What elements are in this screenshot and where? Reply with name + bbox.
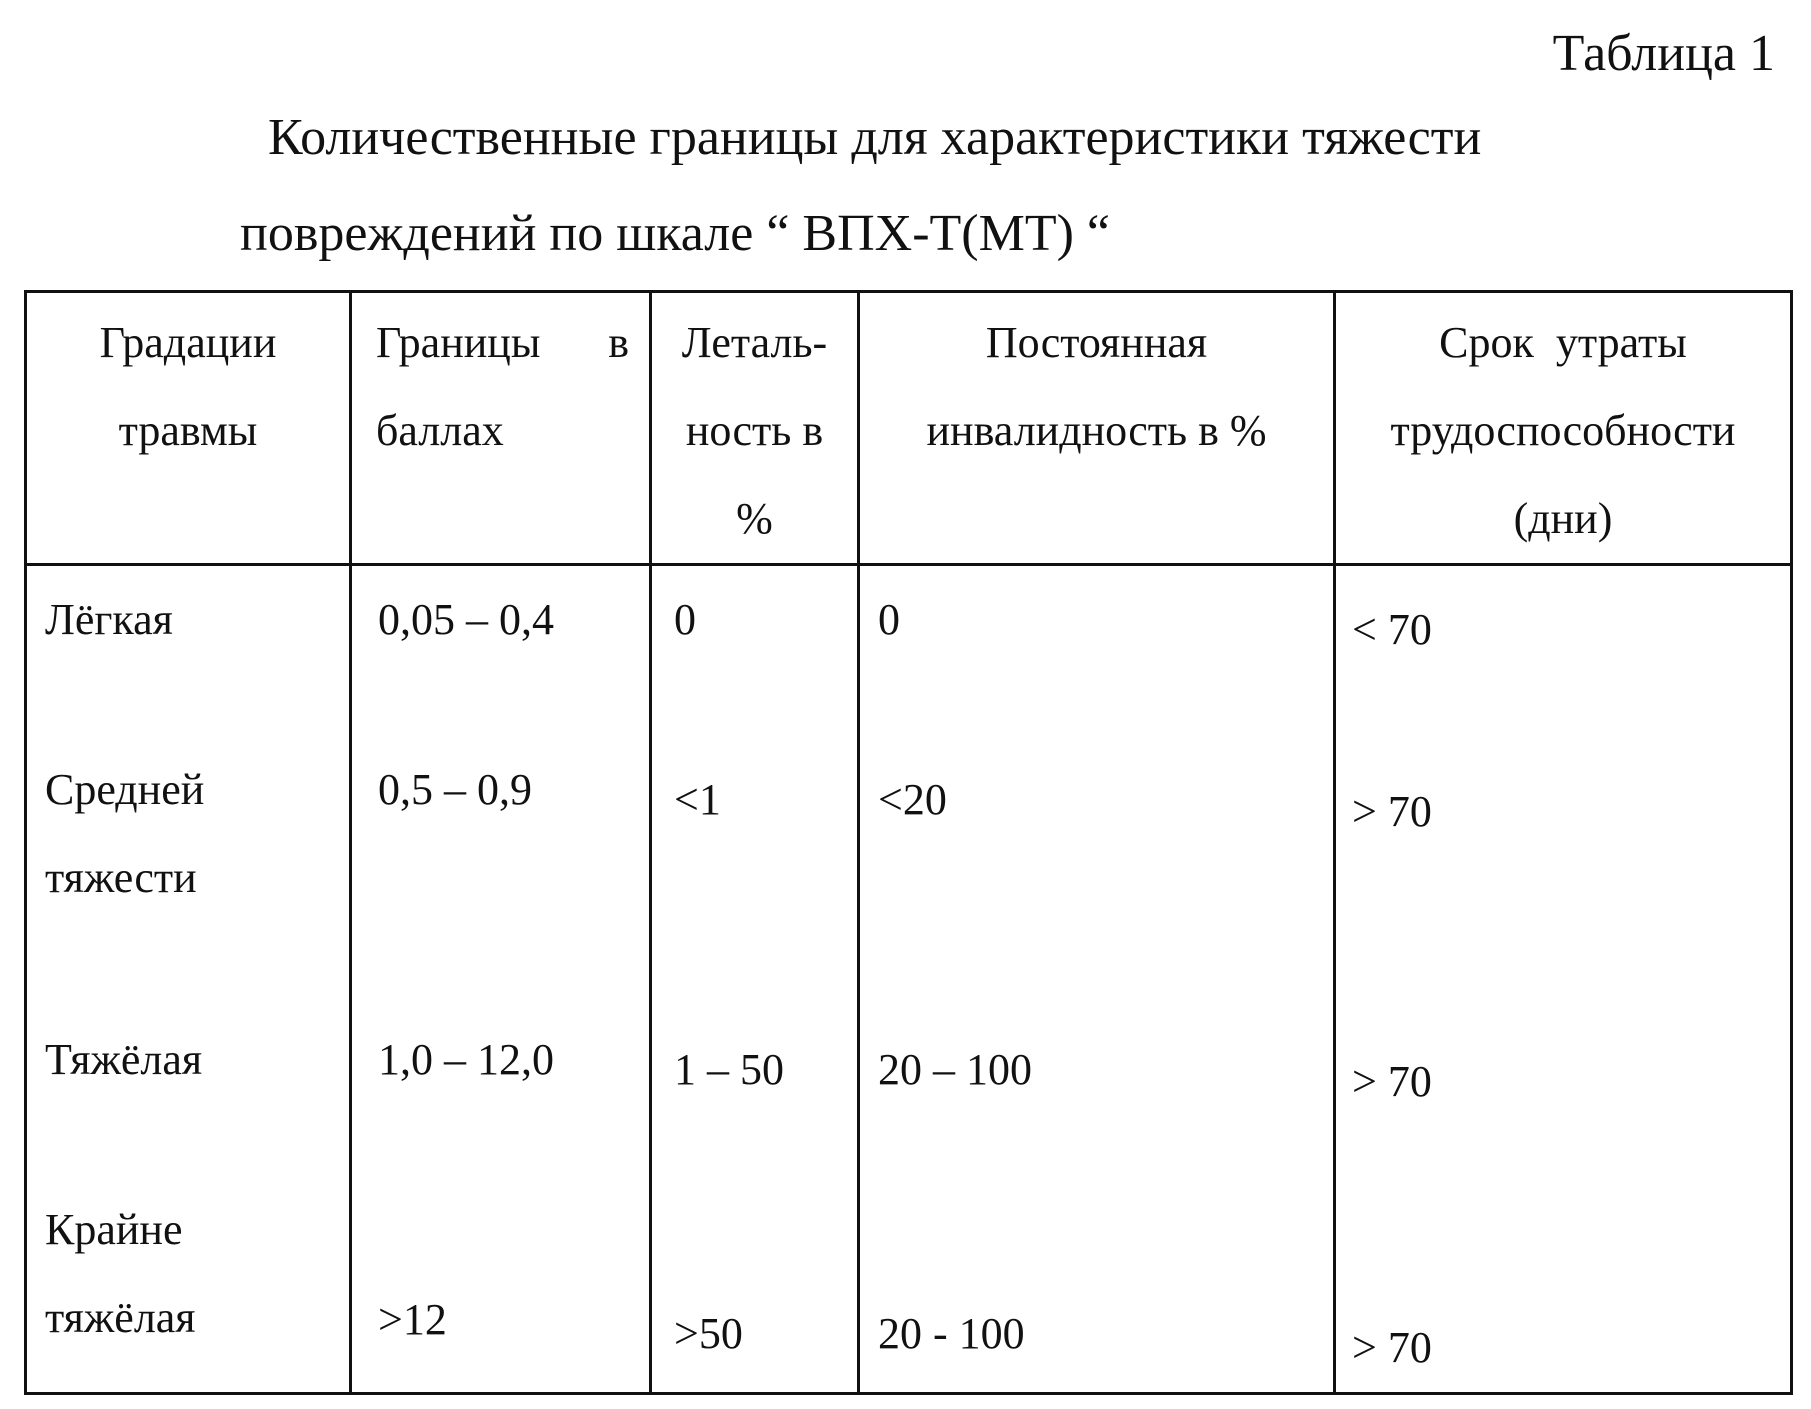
header-disability-line2: инвалидность в % xyxy=(926,406,1267,455)
header-lethality-line3: % xyxy=(736,494,773,543)
grade-line1: Крайне xyxy=(45,1205,183,1254)
disability-value: 0 xyxy=(878,595,900,644)
header-loss-line3: (дни) xyxy=(1513,494,1613,543)
cell-grade xyxy=(26,1186,351,1394)
table-row xyxy=(26,746,1792,1016)
cell-score xyxy=(351,746,651,1016)
header-disability-line1: Постоянная xyxy=(985,318,1208,367)
cell-grade xyxy=(26,565,351,747)
cell-score xyxy=(351,1016,651,1186)
cell-grade xyxy=(26,746,351,1016)
header-grade-line2: травмы xyxy=(118,406,258,455)
work-loss-value: < 70 xyxy=(1352,605,1432,654)
score-value: >12 xyxy=(378,1295,447,1344)
cell-work-loss xyxy=(1335,565,1792,747)
grade-line1: Лёгкая xyxy=(45,595,173,644)
cell-work-loss xyxy=(1335,1186,1792,1394)
column-header-score xyxy=(351,292,651,565)
column-header-work-loss xyxy=(1335,292,1792,565)
cell-work-loss xyxy=(1335,746,1792,1016)
cell-score xyxy=(351,1186,651,1394)
cell-lethality xyxy=(651,1186,859,1394)
disability-value: 20 – 100 xyxy=(878,1045,1032,1094)
table-header-row xyxy=(26,292,1792,565)
grade-line1: Тяжёлая xyxy=(45,1035,203,1084)
header-lethality-line1: Леталь- xyxy=(681,318,828,367)
header-score-line1-wrap xyxy=(376,299,629,387)
score-value: 0,5 – 0,9 xyxy=(378,765,532,814)
cell-grade xyxy=(26,1016,351,1186)
grade-line1: Средней xyxy=(45,765,205,814)
cell-disability xyxy=(859,565,1335,747)
grade-line2: тяжести xyxy=(45,853,197,902)
cell-disability xyxy=(859,1016,1335,1186)
grade-line2: тяжёлая xyxy=(45,1293,196,1342)
table-number-label: Таблица 1 xyxy=(1552,25,1775,82)
table-row xyxy=(26,565,1792,747)
header-score-line1b: в xyxy=(608,318,629,367)
column-header-disability xyxy=(859,292,1335,565)
cell-work-loss xyxy=(1335,1016,1792,1186)
work-loss-value: > 70 xyxy=(1352,1323,1432,1372)
title-line-2: повреждений по шкале “ ВПХ-Т(МТ) “ xyxy=(240,205,1110,262)
header-score-line2: баллах xyxy=(376,406,504,455)
header-lethality-line2: ность в xyxy=(685,406,824,455)
cell-disability xyxy=(859,1186,1335,1394)
cell-lethality xyxy=(651,565,859,747)
lethality-value: >50 xyxy=(674,1309,743,1358)
header-score-line1: Границы xyxy=(376,318,541,367)
cell-score xyxy=(351,565,651,747)
disability-value: <20 xyxy=(878,775,947,824)
score-value: 0,05 – 0,4 xyxy=(378,595,554,644)
lethality-value: 0 xyxy=(674,595,696,644)
column-header-grade xyxy=(26,292,351,565)
work-loss-value: > 70 xyxy=(1352,1057,1432,1106)
cell-disability xyxy=(859,746,1335,1016)
header-loss-line2: трудоспособности xyxy=(1390,406,1736,455)
work-loss-value: > 70 xyxy=(1352,787,1432,836)
disability-value: 20 - 100 xyxy=(878,1309,1025,1358)
column-header-lethality xyxy=(651,292,859,565)
document-title xyxy=(0,90,1811,282)
severity-table xyxy=(24,290,1793,1395)
header-loss-line1: Срок утраты xyxy=(1439,318,1687,367)
table-row xyxy=(26,1016,1792,1186)
title-line-1: Количественные границы для характеристики тяжести xyxy=(268,109,1482,166)
header-grade-line1: Градации xyxy=(99,318,277,367)
cell-lethality xyxy=(651,1016,859,1186)
score-value: 1,0 – 12,0 xyxy=(378,1035,554,1084)
cell-lethality xyxy=(651,746,859,1016)
lethality-value: 1 – 50 xyxy=(674,1045,784,1094)
table-row xyxy=(26,1186,1792,1394)
lethality-value: <1 xyxy=(674,775,721,824)
